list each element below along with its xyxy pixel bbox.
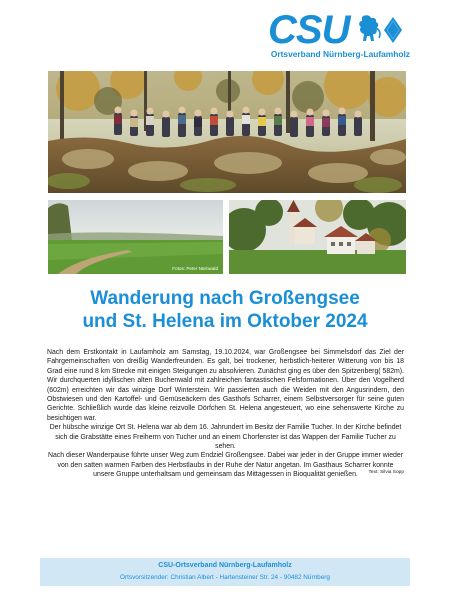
article-body — [47, 348, 404, 480]
title-line-1: Wanderung nach Großengsee — [90, 288, 360, 309]
article-title — [0, 287, 450, 333]
article-paragraph-3: Nach dieser Wanderpause führte unser Weg zum Endziel Großengsee. Dabei war jeder in der Gruppe immer wieder von den satten warmen Farben des Herbstlaubs in der Ruhe der Natur angetan. Im Gasthaus Scharrer konnte unsere Gruppe unterhaltsam und gemeinsam das Mittagessen in Bioqualität genießen. — [47, 452, 404, 479]
lion-icon — [356, 14, 382, 44]
article-paragraph-2: Der hübsche winzige Ort St. Helena war ab dem 16. Jahrundert im Besitz der Familie Tucher. In der Kirche befindet sich die Grabstätte eines Freiherrn von Tucher und an einem Chorfenster ist das Wappen der Familie Tucher zu sehen. — [49, 424, 402, 451]
footer-box — [40, 558, 410, 586]
page-header — [0, 0, 450, 70]
footer-address: Ortsvorsitzender: Christian Albert - Hartensteiner Str. 24 - 90482 Nürnberg — [120, 574, 330, 581]
article-paragraph-1: Nach dem Erstkontakt in Laufamholz am Samstag, 19.10.2024, war Großengsee bei Simmelsdorf das Ziel der Fahrgemeinschaften von dreißig Wanderfreunden. Es galt, bei trockener, herbstlich-heiterer Witterung von bis 18 Grad eine rund 8 km Strecke mit einigen Steigungen zu absolvieren. Zunächst ging es über den Spitzenberg( 582m). Wir durchquerten idyllischen alten Buchenwald mit zahlreichen fantastischen Felsformationen. Über den Vogelherd (602m) erreichten wir das winzige Dorf Winterstein. Wir passierten auch die Weiden mit den Angusrindern, den Obstwiesen und den Kartoffel- und Gemüseäckern des Gasthofs Scharrer, einem Selbstversorger für seine guten Gerichte. Schließlich wurde das kleine reizvolle Dörfchen St. Helena angesteuert, wo eine sehenswerte Kirche zu besichtigen war. — [47, 349, 404, 422]
logo-wordmark: CSU — [268, 8, 350, 52]
logo-subtitle: Ortsverband Nürnberg-Laufamholz — [270, 49, 410, 59]
footer-org-name: CSU-Ortsverband Nürnberg-Laufamholz — [158, 562, 292, 569]
csu-logo — [260, 8, 410, 63]
group-hiking-photo — [48, 71, 406, 193]
text-credit: Text: Silvia Sopp — [368, 470, 404, 476]
diamond-icon — [384, 17, 402, 43]
photo-credit: Fotos: Peter Nürnwald — [172, 266, 218, 271]
title-line-2: und St. Helena im Oktober 2024 — [82, 311, 368, 332]
village-church-photo — [229, 200, 406, 274]
field-landscape-photo — [48, 200, 223, 274]
